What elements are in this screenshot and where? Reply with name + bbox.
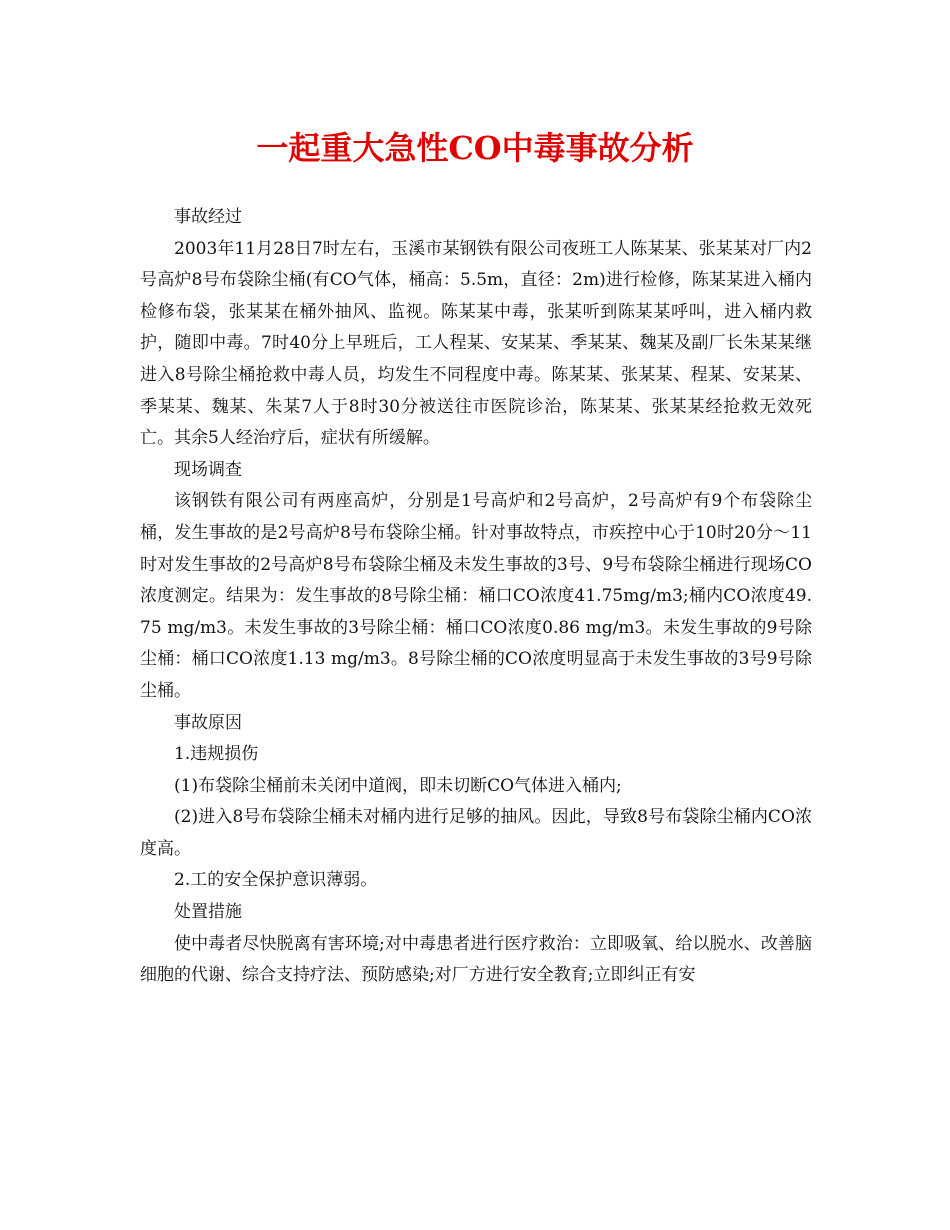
section-heading-accident-process: 事故经过 (174, 207, 242, 227)
section-heading-site-investigation: 现场调查 (174, 459, 242, 480)
cause-subitem-1: (1)布袋除尘桶前未关闭中道阀，即未切断CO气体进入桶内; (174, 775, 622, 796)
document-body (140, 202, 812, 992)
paragraph-site-investigation: 该钢铁有限公司有两座高炉，分别是1号高炉和2号高炉，2号高炉有9个布袋除尘桶，发生事故的是2号高炉8号布袋除尘桶。针对事故特点，市疾控中心于10时20分～11时对发生事故的2号高炉8号布袋除尘桶及未发生事故的3号、9号布袋除尘桶进行现场CO浓度测定。结果为：发生事故的8号除尘桶：桶口CO浓度41.75mg/m3;桶内CO浓度49.75 mg/m3。未发生事故的3号除尘桶：桶口CO浓度0.86 mg/m3。未发生事故的9号除尘桶：桶口CO浓度1.13 mg/m3。8号除尘桶的CO浓度明显高于未发生事故的3号9号除尘桶。 (140, 491, 812, 701)
paragraph-accident-process: 2003年11月28日7时左右，玉溪市某钢铁有限公司夜班工人陈某某、张某某对厂内2号高炉8号布袋除尘桶(有CO气体，桶高：5.5m，直径：2m)进行检修，陈某某进入桶内检修布袋，张某某在桶外抽风、监视。陈某某中毒，张某听到陈某某呼叫，进入桶内救护，随即中毒。7时40分上早班后，工人程某、安某某、季某某、魏某及副厂长朱某某继进入8号除尘桶抢救中毒人员，均发生不同程度中毒。陈某某、张某某、程某、安某某、季某某、魏某、朱某7人于8时30分被送往市医院诊治，陈某某、张某某经抢救无效死亡。其余5人经治疗后，症状有所缓解。 (140, 238, 812, 449)
cause-subitem-2: (2)进入8号布袋除尘桶未对桶内进行足够的抽风。因此，导致8号布袋除尘桶内CO浓度高。 (140, 807, 812, 859)
paragraph-measures: 使中毒者尽快脱离有害环境;对中毒患者进行医疗救治：立即吸氧、给以脱水、改善脑细胞的代谢、综合支持疗法、预防感染;对厂方进行安全教育;立即纠正有安 (140, 933, 812, 986)
cause-item-1: 1.违规损伤 (174, 744, 259, 765)
cause-item-2: 2.工的安全保护意识薄弱。 (174, 870, 378, 891)
section-heading-accident-cause: 事故原因 (174, 712, 242, 733)
document-title: 一起重大急性CO中毒事故分析 (256, 129, 694, 167)
section-heading-measures: 处置措施 (174, 902, 242, 923)
